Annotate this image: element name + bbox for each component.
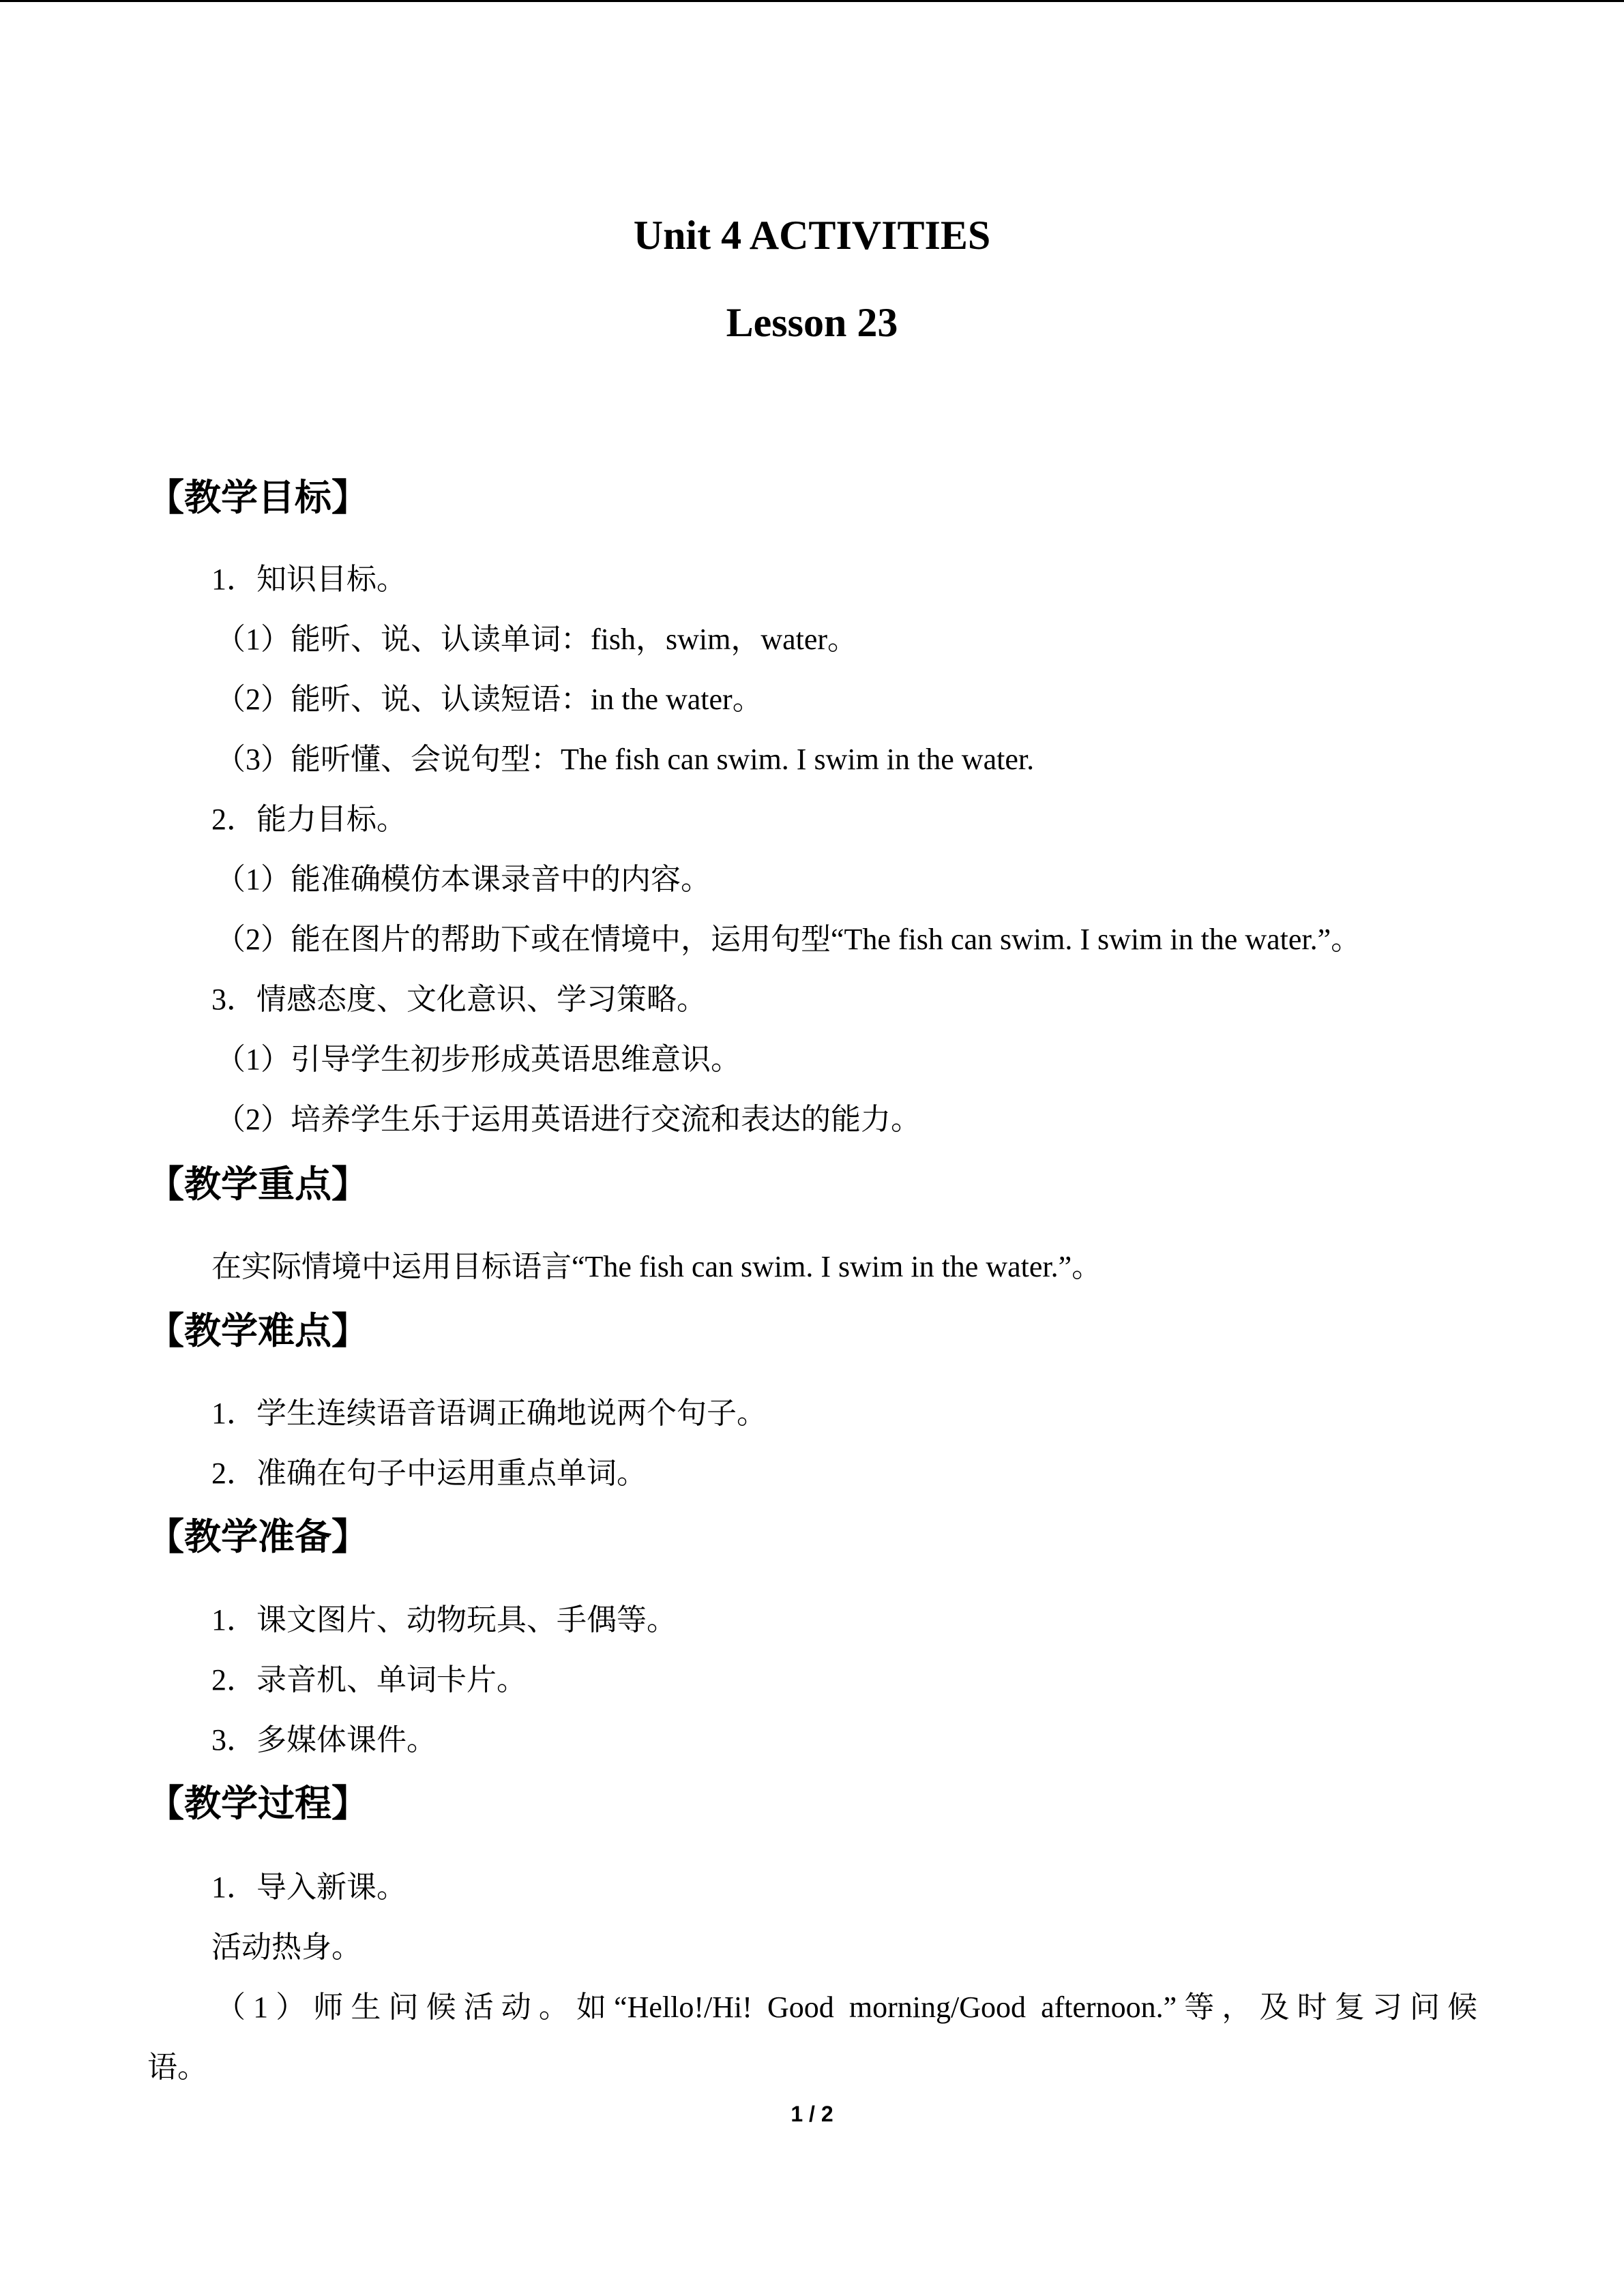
objective-line: （2）能听、说、认读短语：in the water。 — [216, 683, 763, 716]
section-heading-key-points: 【教学重点】 — [147, 1163, 368, 1206]
objective-line: （1）引导学生初步形成英语思维意识。 — [216, 1043, 741, 1076]
section-heading-difficulties: 【教学难点】 — [147, 1309, 368, 1352]
objective-line: （1）能准确模仿本课录音中的内容。 — [216, 863, 711, 896]
objective-line: （2）能在图片的帮助下或在情境中，运用句型“The fish can swim. I swim in the water.”。 — [216, 923, 1361, 956]
document-title: Unit 4 ACTIVITIES — [633, 213, 991, 258]
objective-line: （1）能听、说、认读单词：fish，swim，water。 — [216, 623, 858, 656]
section-heading-process: 【教学过程】 — [147, 1782, 368, 1825]
objective-line: 1．知识目标。 — [211, 563, 407, 596]
process-line: 活动热身。 — [211, 1930, 361, 1964]
preparation-line: 3．多媒体课件。 — [211, 1723, 437, 1757]
process-line: 语。 — [147, 2051, 207, 2084]
difficulty-line: 1．学生连续语音语调正确地说两个句子。 — [211, 1397, 767, 1430]
lesson-title: Lesson 23 — [726, 300, 898, 345]
preparation-line: 2．录音机、单词卡片。 — [211, 1663, 527, 1697]
objective-line: 3．情感态度、文化意识、学习策略。 — [211, 983, 707, 1016]
section-heading-preparation: 【教学准备】 — [147, 1515, 368, 1558]
process-line: 1．导入新课。 — [211, 1870, 407, 1904]
top-border — [0, 0, 1624, 2]
page-number: 1 / 2 — [791, 2102, 833, 2126]
preparation-line: 1．课文图片、动物玩具、手偶等。 — [211, 1603, 677, 1637]
process-line: （1）师生问候活动。如“Hello!/Hi! Good morning/Good afternoon.”等，及时复习问候 — [216, 1991, 1477, 2024]
objective-line: （3）能听懂、会说句型：The fish can swim. I swim in the water. — [216, 743, 1035, 776]
section-heading-objectives: 【教学目标】 — [147, 476, 368, 519]
difficulty-line: 2．准确在句子中运用重点单词。 — [211, 1457, 647, 1490]
objective-line: （2）培养学生乐于运用英语进行交流和表达的能力。 — [216, 1103, 921, 1136]
key-point-line: 在实际情境中运用目标语言“The fish can swim. I swim in the water.”。 — [211, 1250, 1102, 1283]
objective-line: 2．能力目标。 — [211, 803, 407, 836]
